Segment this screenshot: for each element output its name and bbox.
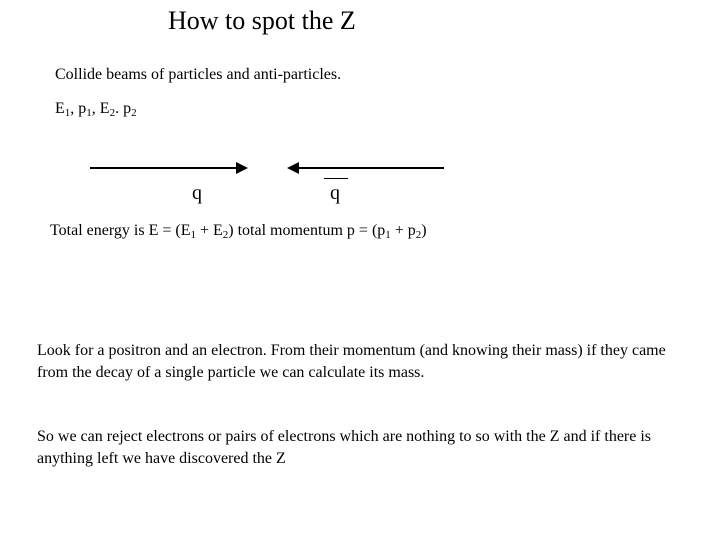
- subscript-1: 1: [64, 107, 71, 119]
- subscript-2: 2: [131, 107, 137, 119]
- quark-label: q: [192, 182, 202, 204]
- antiquark-label: q: [330, 182, 340, 204]
- var-sep-p: , p: [70, 100, 87, 117]
- subscript-1: 1: [385, 229, 391, 241]
- antiquark-bar: [324, 178, 348, 179]
- var-sep-e: , E: [91, 100, 110, 117]
- subscript-2: 2: [222, 229, 229, 241]
- reject-electrons-paragraph: So we can reject electrons or pairs of electrons which are nothing to so with the Z and if there is anything left we have discovered the Z: [37, 428, 652, 467]
- total-text-part: Total energy is E = (E: [50, 222, 191, 239]
- positron-electron-paragraph: Look for a positron and an electron. From their momentum (and knowing their mass) if they came from the decay of a single particle we can calculate its mass.: [37, 342, 666, 381]
- subscript-2: 2: [109, 107, 116, 119]
- var-sep-p2: . p: [115, 100, 132, 117]
- left-arrow-icon: [287, 162, 444, 174]
- subscript-1: 1: [190, 229, 196, 241]
- slide-title: How to spot the Z: [168, 6, 356, 35]
- right-arrow-icon: [90, 162, 248, 174]
- var-e: E: [55, 100, 65, 117]
- subscript-2: 2: [415, 229, 422, 241]
- total-text-part: ) total momentum p = (p: [228, 222, 386, 239]
- total-text-part: ): [421, 222, 427, 239]
- collide-beams-text: Collide beams of particles and anti-particles.: [55, 66, 342, 83]
- total-text-part: + p: [390, 222, 416, 239]
- subscript-1: 1: [86, 107, 92, 119]
- total-text-part: + E: [195, 222, 223, 239]
- total-energy-text: [50, 222, 427, 240]
